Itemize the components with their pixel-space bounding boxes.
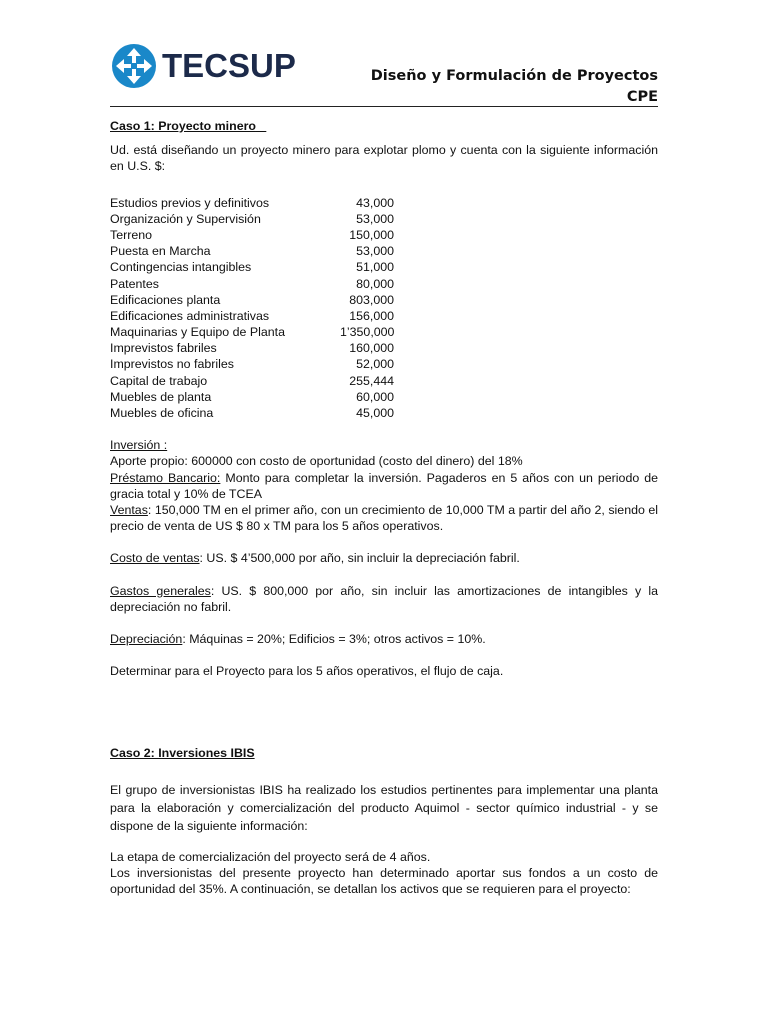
tecsup-logo-icon [110, 42, 158, 90]
investment-item-amount: 53,000 [356, 211, 394, 226]
gastos-generales-text [110, 583, 658, 615]
caso2-paragraph-2: La etapa de comercialización del proyecto será de 4 años. [110, 849, 431, 864]
header-title [371, 66, 658, 108]
determinar-text: Determinar para el Proyecto para los 5 años operativos, el flujo de caja. [110, 664, 504, 679]
depreciacion-text [110, 631, 658, 647]
investment-items-list [110, 195, 658, 422]
logo-wordmark: TECSUP [162, 47, 296, 84]
investment-item-name: Imprevistos no fabriles [110, 357, 234, 372]
caso2-heading: Caso 2: Inversiones IBIS [110, 746, 255, 761]
header-title-line1: Diseño y Formulación de Proyectos [370, 68, 658, 84]
aporte-propio-text: Aporte propio: 600000 con costo de oportunidad (costo del dinero) del 18% [110, 454, 523, 469]
tecsup-logo [110, 42, 310, 92]
investment-item-amount: 150,000 [349, 227, 394, 242]
investment-item-amount: 53,000 [356, 244, 394, 259]
caso2-paragraph-1: El grupo de inversionistas IBIS ha realizado los estudios pertinentes para implementar una planta para la elaboración y comercialización del producto Aquimol - sector químico industrial - y se dispone de la siguiente información: [110, 782, 658, 833]
inversion-heading: Inversión : [110, 438, 168, 453]
investment-item-amount: 255,444 [349, 373, 394, 388]
investment-item-name: Edificaciones planta [110, 292, 221, 307]
investment-item-amount: 60,000 [356, 389, 394, 404]
prestamo-label: Préstamo Bancario: [110, 470, 221, 485]
depreciacion-label: Depreciación [110, 632, 183, 647]
investment-item-row [110, 259, 658, 275]
header-title-line2: CPE [626, 89, 658, 105]
costo-ventas-label: Costo de ventas [110, 551, 200, 566]
investment-item-name: Estudios previos y definitivos [110, 195, 270, 210]
investment-item-row [110, 340, 658, 356]
costo-ventas-body: : US. $ 4’500,000 por año, sin incluir la depreciación fabril. [199, 551, 520, 566]
investment-item-row [110, 243, 658, 259]
ventas-label: Ventas [110, 503, 148, 518]
caso1-intro: Ud. está diseñando un proyecto minero para explotar plomo y cuenta con la siguiente información en U.S. $: [110, 143, 658, 174]
header-divider [110, 106, 658, 107]
investment-item-amount: 803,000 [349, 292, 394, 307]
investment-item-name: Patentes [110, 276, 159, 291]
investment-item-row [110, 276, 658, 292]
investment-item-row [110, 324, 658, 340]
prestamo-text [110, 470, 658, 502]
document-body [110, 118, 658, 897]
investment-item-amount: 45,000 [356, 406, 394, 421]
caso1-heading: Caso 1: Proyecto minero [110, 119, 256, 133]
investment-item-amount: 156,000 [349, 308, 394, 323]
investment-item-name: Terreno [110, 227, 153, 242]
investment-item-row [110, 308, 658, 324]
investment-item-name: Capital de trabajo [110, 373, 208, 388]
investment-item-name: Muebles de oficina [110, 406, 214, 421]
investment-item-row [110, 292, 658, 308]
investment-item-name: Puesta en Marcha [110, 244, 211, 259]
investment-item-row [110, 211, 658, 227]
investment-item-row [110, 405, 658, 421]
prestamo-body: Monto para completar la inversión. Pagaderos en 5 años con un periodo de gracia total y 10% de TCEA [110, 470, 659, 501]
investment-item-amount: 52,000 [356, 357, 394, 372]
investment-item-amount: 43,000 [356, 195, 394, 210]
gastos-generales-body: : US. $ 800,000 por año, sin incluir las amortizaciones de intangibles y la depreciación no fabril. [110, 583, 658, 614]
investment-item-name: Contingencias intangibles [110, 260, 252, 275]
investment-item-row [110, 373, 658, 389]
investment-item-amount: 1’350,000 [340, 325, 395, 340]
investment-item-amount: 80,000 [356, 276, 394, 291]
investment-item-row [110, 389, 658, 405]
investment-item-name: Imprevistos fabriles [110, 341, 217, 356]
investment-item-amount: 160,000 [349, 341, 394, 356]
investment-item-name: Edificaciones administrativas [110, 308, 270, 323]
depreciacion-body: : Máquinas = 20%; Edificios = 3%; otros activos = 10%. [182, 632, 486, 647]
investment-item-row [110, 195, 658, 211]
gastos-generales-label: Gastos generales [110, 583, 211, 598]
ventas-text [110, 502, 658, 534]
investment-item-name: Muebles de planta [110, 389, 212, 404]
investment-item-row [110, 227, 658, 243]
ventas-body: : 150,000 TM en el primer año, con un crecimiento de 10,000 TM a partir del año 2, siendo el precio de venta de US $ 80 x TM para los 5 años operativos. [110, 503, 658, 534]
investment-item-row [110, 356, 658, 372]
investment-item-name: Organización y Supervisión [110, 211, 261, 226]
costo-ventas-text [110, 550, 658, 566]
investment-item-amount: 51,000 [356, 260, 394, 275]
investment-item-name: Maquinarias y Equipo de Planta [110, 325, 285, 340]
caso2-paragraph-3: Los inversionistas del presente proyecto han determinado aportar sus fondos a un costo de oportunidad del 35%. A continuación, se detallan los activos que se requieren para el proyecto: [110, 865, 658, 897]
